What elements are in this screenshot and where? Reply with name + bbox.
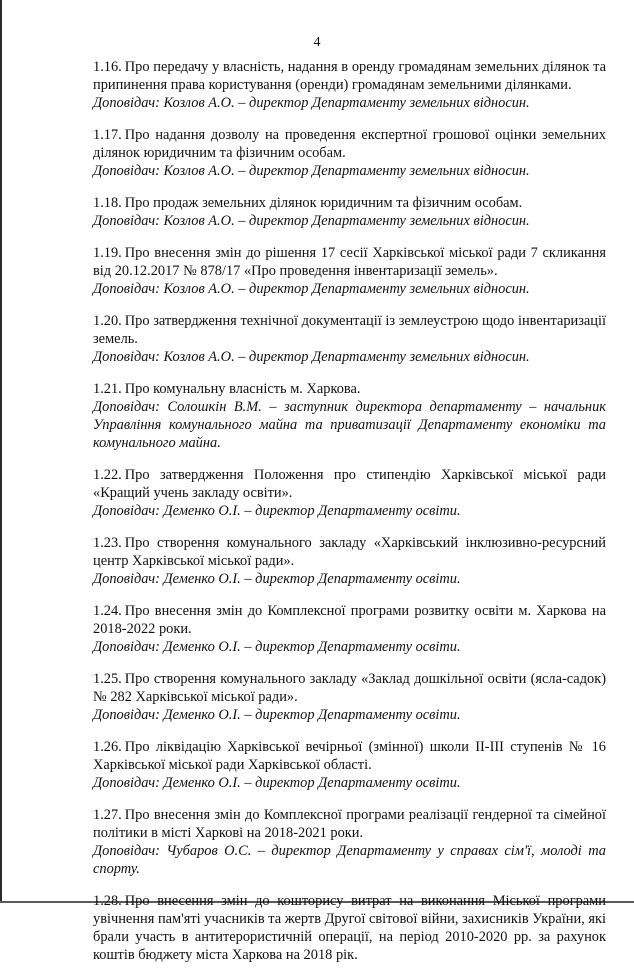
agenda-item-text <box>93 534 606 570</box>
agenda-item <box>93 534 606 588</box>
agenda-item-text <box>93 380 606 398</box>
agenda-item <box>93 312 606 366</box>
agenda-item-speaker: Доповідач: Деменко О.І. – директор Департаменту освіти. <box>93 503 461 519</box>
agenda-item-title: Про ліквідацію Харківської вечірньої (змінної) школи ІІ-ІІІ ступенів № 16 Харківської міської ради Харківської області. <box>93 739 606 773</box>
agenda-item <box>93 670 606 724</box>
agenda-item-text <box>93 244 606 280</box>
agenda-item-number: 1.17. <box>93 127 122 143</box>
agenda-item-text <box>93 312 606 348</box>
agenda-item-title: Про комунальну власність м. Харкова. <box>124 381 361 397</box>
agenda-item <box>93 194 606 230</box>
agenda-item <box>93 126 606 180</box>
agenda-item-title: Про продаж земельних ділянок юридичним та фізичним особам. <box>124 195 523 211</box>
agenda-item-speaker: Доповідач: Деменко О.І. – директор Департаменту освіти. <box>93 639 461 655</box>
agenda-list <box>93 58 606 978</box>
agenda-item-title: Про затвердження Положення про стипендію Харківської міської ради «Кращий учень закладу освіти». <box>93 467 606 501</box>
agenda-item-title: Про внесення змін до Комплексної програми розвитку освіти м. Харкова на 2018-2022 роки. <box>93 603 606 637</box>
agenda-item-speaker: Доповідач: Чубаров О.С. – директор Департаменту у справах сім'ї, молоді та спорту. <box>93 843 606 877</box>
agenda-item-title: Про внесення змін до кошторису витрат на виконання Міської програми увічнення пам'яті учасників та жертв Другої світової війни, захисників України, які брали участь в антитерористичній операції, на період 2010-2020 рр. за рахунок коштів бюджету міста Харкова на 2018 рік. <box>93 893 606 963</box>
agenda-item-text <box>93 670 606 706</box>
agenda-item-number: 1.21. <box>93 381 122 397</box>
agenda-item-title: Про надання дозволу на проведення експертної грошової оцінки земельних ділянок юридичним та фізичним особам. <box>93 127 606 161</box>
agenda-item-text <box>93 194 606 212</box>
agenda-item-number: 1.23. <box>93 535 122 551</box>
agenda-item-speaker: Доповідач: Козлов А.О. – директор Департаменту земельних відносин. <box>93 213 530 229</box>
agenda-item-title: Про внесення змін до Комплексної програми реалізації гендерної та сімейної політики в місті Харкові на 2018-2021 роки. <box>93 807 606 841</box>
scan-edge-left <box>0 0 2 903</box>
agenda-item-title: Про внесення змін до рішення 17 сесії Харківської міської ради 7 скликання від 20.12.2017 № 878/17 «Про проведення інвентаризації земель». <box>93 245 606 279</box>
agenda-item-number: 1.26. <box>93 739 122 755</box>
agenda-item <box>93 380 606 452</box>
agenda-item-speaker: Доповідач: Деменко О.І. – директор Департаменту освіти. <box>93 707 461 723</box>
agenda-item-number: 1.28. <box>93 893 122 909</box>
agenda-item-title: Про створення комунального закладу «Харківський інклюзивно-ресурсний центр Харківської міської ради». <box>93 535 606 569</box>
agenda-item-number: 1.24. <box>93 603 122 619</box>
agenda-item <box>93 58 606 112</box>
agenda-item-number: 1.18. <box>93 195 122 211</box>
agenda-item-text <box>93 738 606 774</box>
agenda-item-number: 1.22. <box>93 467 122 483</box>
agenda-item-speaker: Доповідач: Козлов А.О. – директор Департаменту земельних відносин. <box>93 349 530 365</box>
agenda-item-speaker: Доповідач: Солошкін В.М. – заступник директора департаменту – начальник Управління комунального майна та приватизації Департаменту економіки та комунального майна. <box>93 399 606 451</box>
agenda-item <box>93 244 606 298</box>
agenda-item-text <box>93 602 606 638</box>
agenda-item-number: 1.20. <box>93 313 122 329</box>
agenda-item-title: Про створення комунального закладу «Заклад дошкільної освіти (ясла-садок) № 282 Харківської міської ради». <box>93 671 606 705</box>
agenda-item-number: 1.19. <box>93 245 122 261</box>
agenda-item-text <box>93 126 606 162</box>
agenda-item <box>93 602 606 656</box>
agenda-item-number: 1.16. <box>93 59 122 75</box>
agenda-item-text <box>93 466 606 502</box>
agenda-item-speaker: Доповідач: Деменко О.І. – директор Департаменту освіти. <box>93 775 461 791</box>
agenda-item-number: 1.27. <box>93 807 122 823</box>
agenda-item <box>93 806 606 878</box>
agenda-item-speaker: Доповідач: Козлов А.О. – директор Департаменту земельних відносин. <box>93 281 530 297</box>
agenda-item-speaker: Доповідач: Козлов А.О. – директор Департаменту земельних відносин. <box>93 95 530 111</box>
agenda-item <box>93 466 606 520</box>
agenda-item-number: 1.25. <box>93 671 122 687</box>
agenda-item-title: Про передачу у власність, надання в оренду громадянам земельних ділянок та припинення права користування (оренди) громадянам земельними ділянками. <box>93 59 606 93</box>
agenda-item-speaker: Доповідач: Деменко О.І. – директор Департаменту освіти. <box>93 571 461 587</box>
agenda-item-title: Про затвердження технічної документації із землеустрою щодо інвентаризації земель. <box>93 313 606 347</box>
agenda-item-text <box>93 58 606 94</box>
page-number: 4 <box>313 35 321 50</box>
agenda-item <box>93 738 606 792</box>
agenda-item-text <box>93 806 606 842</box>
agenda-item-speaker: Доповідач: Козлов А.О. – директор Департаменту земельних відносин. <box>93 163 530 179</box>
